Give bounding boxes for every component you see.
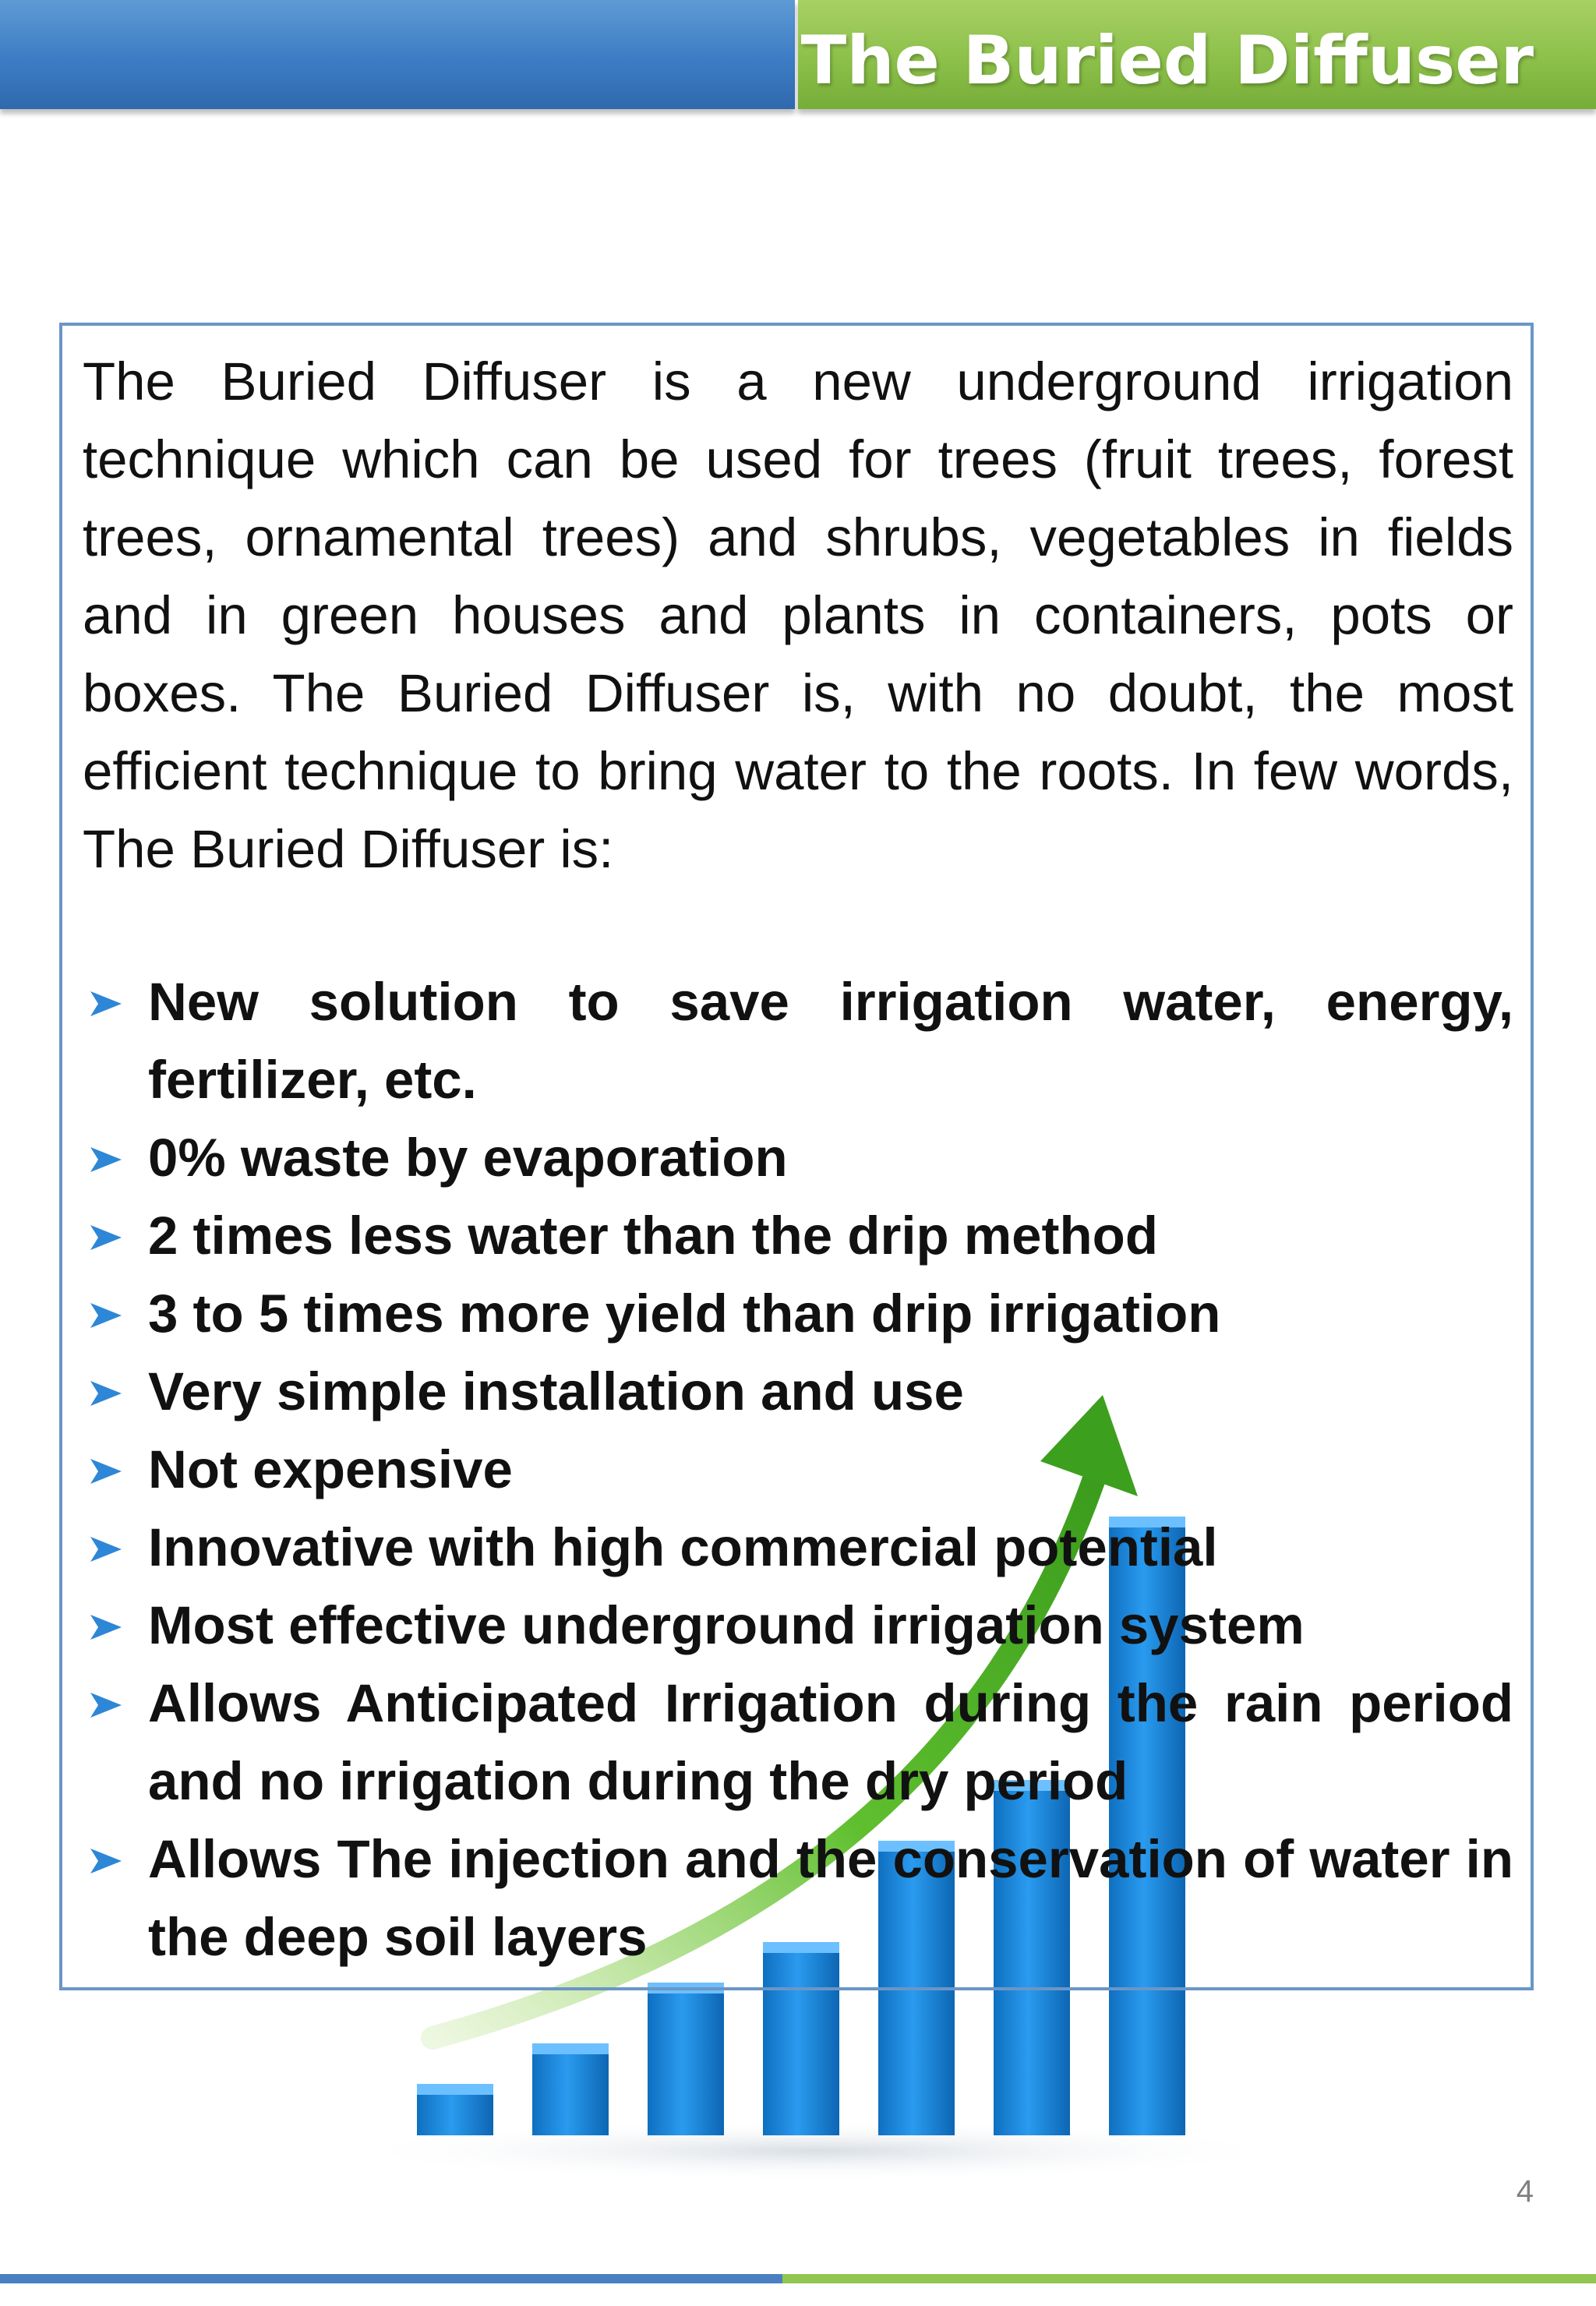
benefit-text: Allows The injection and the conservation of water in the deep soil layers: [148, 1829, 1513, 1967]
benefit-text: Very simple installation and use: [148, 1361, 964, 1421]
page-title: The Buried Diffuser: [800, 22, 1534, 100]
benefit-text: Innovative with high commercial potential: [148, 1517, 1218, 1577]
benefit-text: New solution to save irrigation water, energy, fertilizer, etc.: [148, 972, 1513, 1110]
arrowhead-bullet-icon: [90, 1849, 122, 1873]
arrowhead-bullet-icon: [90, 1459, 122, 1484]
chart-bar: [648, 1993, 724, 2135]
content-box: [83, 343, 1513, 1976]
footer-bar-left: [0, 2274, 782, 2283]
benefit-item: [83, 1197, 1513, 1275]
chart-bar: [532, 2054, 609, 2135]
benefit-item: [83, 1665, 1513, 1820]
chart-bar: [417, 2095, 493, 2135]
chart-bar-top: [532, 2043, 609, 2056]
benefit-item: [83, 1275, 1513, 1353]
benefit-text: Most effective underground irrigation system: [148, 1595, 1305, 1655]
benefit-item: [83, 963, 1513, 1119]
intro-paragraph: The Buried Diffuser is a new underground irrigation technique which can be used for trees (fruit trees, forest trees, ornamental trees) and shrubs, vegetables in fields and in green houses and plants in containers, pots or boxes. The Buried Diffuser is, with no doubt, the most efficient technique to bring water to the roots. In few words, The Buried Diffuser is:: [83, 351, 1513, 879]
benefit-item: [83, 1431, 1513, 1509]
benefit-item: [83, 1509, 1513, 1587]
benefit-text: Not expensive: [148, 1439, 513, 1499]
benefit-item: [83, 1820, 1513, 1976]
arrowhead-bullet-icon: [90, 1615, 122, 1640]
benefit-text: 0% waste by evaporation: [148, 1128, 788, 1188]
benefit-item: [83, 1587, 1513, 1665]
arrowhead-bullet-icon: [90, 1381, 122, 1406]
benefits-list: [83, 963, 1513, 1976]
benefit-item: [83, 1353, 1513, 1431]
arrowhead-bullet-icon: [90, 1537, 122, 1562]
page-number: 4: [1516, 2174, 1534, 2209]
arrowhead-bullet-icon: [90, 1693, 122, 1718]
arrowhead-bullet-icon: [90, 1225, 122, 1250]
footer-bar-right: [782, 2274, 1596, 2283]
benefit-item: [83, 1119, 1513, 1197]
chart-bar-top: [417, 2084, 493, 2096]
arrowhead-bullet-icon: [90, 1303, 122, 1328]
benefit-text: Allows Anticipated Irrigation during the rain period and no irrigation during the dry period: [148, 1673, 1513, 1811]
arrowhead-bullet-icon: [90, 1147, 122, 1172]
arrowhead-bullet-icon: [90, 991, 122, 1016]
benefit-text: 3 to 5 times more yield than drip irrigation: [148, 1284, 1221, 1344]
benefit-text: 2 times less water than the drip method: [148, 1206, 1158, 1266]
